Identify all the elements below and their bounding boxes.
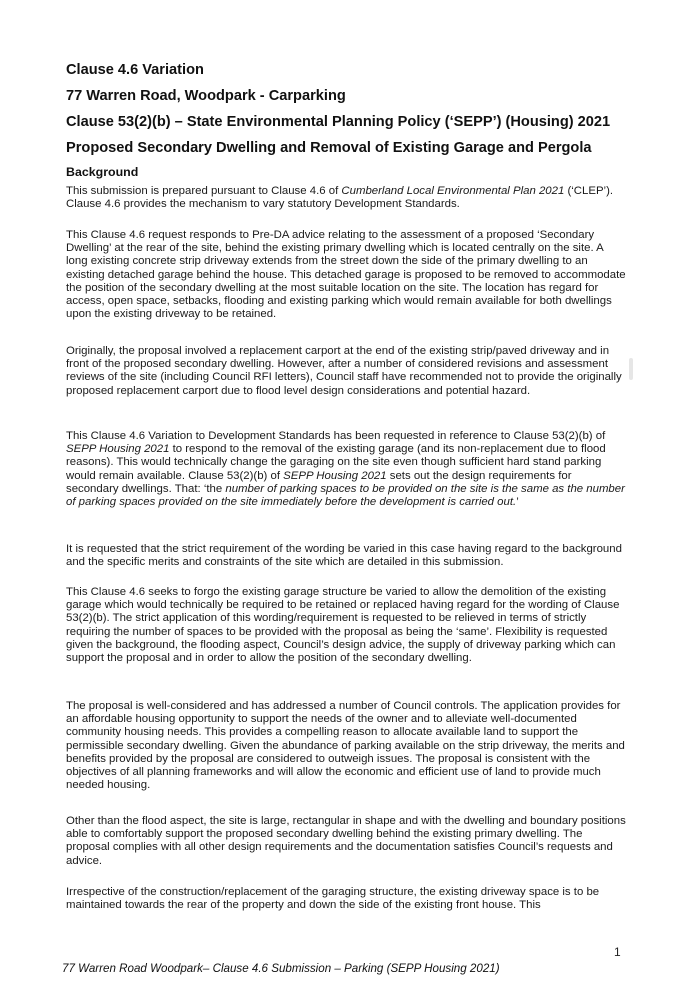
heading-address: 77 Warren Road, Woodpark - Carparking [66,88,346,104]
paragraph-4-text-c: to respond to the removal of the existing garage (and its non-replacement due to flood reasons). This would technically change the garaging on the site even though sufficient hard stand parking would remain available. Clause 53(2)(b) of [66,443,606,482]
paragraph-9: Irrespective of the construction/replacement of the garaging structure, the existing driveway space is to be maintained towards the rear of the property and down the side of the existing front house. This [66,886,600,912]
paragraph-8: Other than the flood aspect, the site is large, rectangular in shape and with the dwelling and boundary positions able to comfortably support the proposed secondary dwelling behind the existing primary dwelling. The proposal complies with all other design requirements and the documentation satisfies Council’s requests and advice. [66,815,626,867]
page-number: 1 [614,945,621,959]
paragraph-4-text-a: This Clause 4.6 Variation to Development Standards has been requested in reference to Clause 53(2)(b) of [66,430,606,442]
paragraph-1 [66,185,626,211]
paragraph-5: It is requested that the strict requirement of the wording be varied in this case having regard to the background and the specific merits and constraints of the site which are detailed in this submission. [66,543,622,569]
heading-clause-53: Clause 53(2)(b) – State Environmental Planning Policy (‘SEPP’) (Housing) 2021 [66,114,611,130]
paragraph-4 [66,430,626,509]
paragraph-1-plan-name: Cumberland Local Environmental Plan 2021 [341,185,565,197]
paragraph-4-sepp-name-1: SEPP Housing 2021 [66,443,170,456]
paragraph-4-quote: number of parking spaces to be provided on the site is the same as the number of parking spaces provided on the site immediately before the development is carried out. [66,482,625,509]
paragraph-1-text-a: This submission is prepared pursuant to Clause 4.6 of [66,185,342,197]
paragraph-4-text-g: ’ [516,496,519,509]
heading-background: Background [66,165,139,179]
page-footer: 77 Warren Road Woodpark– Clause 4.6 Submission – Parking (SEPP Housing 2021) [62,962,500,975]
scroll-indicator [629,358,633,380]
paragraph-4-sepp-name-2: SEPP Housing 2021 [283,469,387,482]
paragraph-3: Originally, the proposal involved a replacement carport at the end of the existing strip/paved driveway and in front of the proposed secondary dwelling. However, after a number of considered revisions and assessment reviews of the site (including Council RFI letters), Council staff have recommended not to provide the originally proposed replacement carport due to flood level design considerations and potential hazard. [66,345,622,397]
paragraph-1-text-c: (‘CLEP’). Clause 4.6 provides the mechanism to vary statutory Development Standards. [66,185,614,211]
paragraph-4-text-e: sets out the design requirements for secondary dwellings. That: ‘the [66,469,572,495]
heading-proposal: Proposed Secondary Dwelling and Removal of Existing Garage and Pergola [66,140,592,156]
paragraph-2: This Clause 4.6 request responds to Pre-DA advice relating to the assessment of a proposed ‘Secondary Dwelling’ at the rear of the site, behind the existing primary dwelling which is located centrally on the site. A long existing concrete strip driveway extends from the street down the side of the primary dwelling to an existing detached garage behind the house. This detached garage is proposed to be removed to accommodate the position of the secondary dwelling at the most suitable location on the site. The location has regard for access, open space, setbacks, flooding and existing parking which would remain available for both dwellings upon the existing driveway to be retained. [66,229,626,321]
paragraph-7: The proposal is well-considered and has addressed a number of Council controls. The application provides for an affordable housing opportunity to support the needs of the owner and to alleviate well-documented community housing needs. This provides a compelling reason to allocate available land to support the permissible secondary dwelling. Given the abundance of parking available on the strip driveway, the merits and benefits provided by the proposal are considered to outweigh issues. The proposal is consistent with the objectives of all planning frameworks and will allow the economic and efficient use of land to provide much needed housing. [66,700,625,792]
heading-clause-4-6-variation: Clause 4.6 Variation [66,62,204,78]
paragraph-6: This Clause 4.6 seeks to forgo the existing garage structure be varied to allow the demolition of the existing garage which would technically be required to be retained or replaced having regard for the wording of Clause 53(2)(b). The strict application of this wording/requirement is requested to be relieved in terms of strictly requiring the number of spaces to be provided with the proposal as being the ‘same’. Flexibility is requested given the background, the flooding aspect, Council’s design advice, the supply of driveway parking which can support the proposal and in order to allow the position of the secondary dwelling. [66,586,620,665]
